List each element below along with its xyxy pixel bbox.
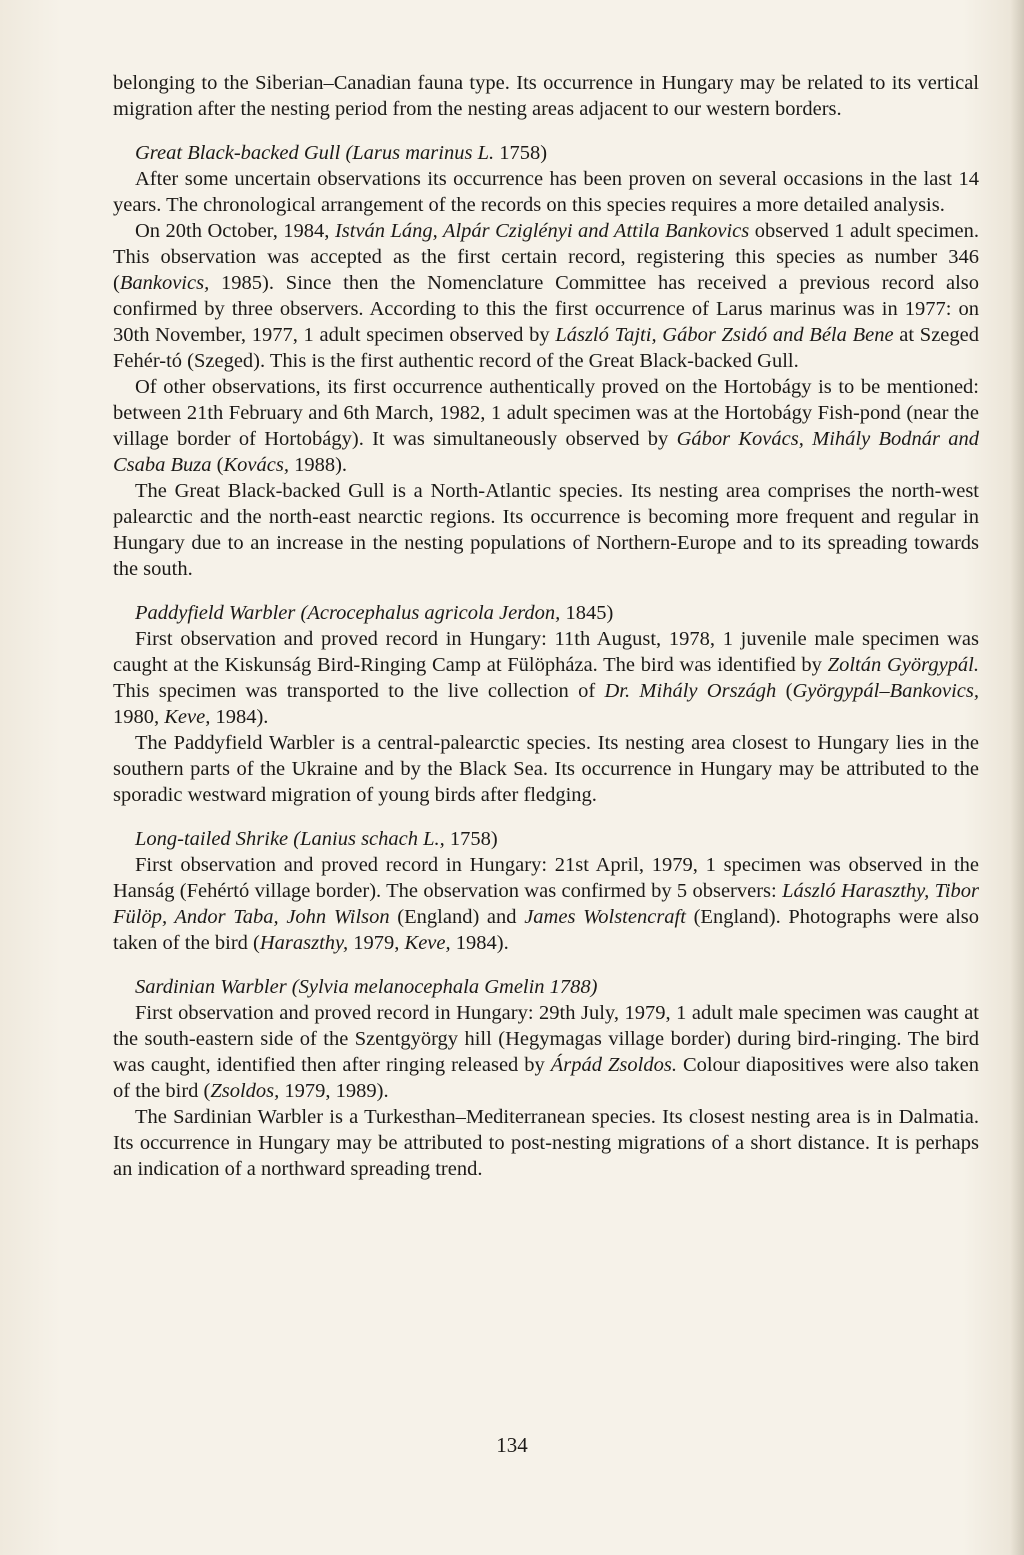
text-span: at Szeged Fehér-tó (Szeged). This is the first authentic record of the Great Black-backed Gull. <box>113 324 979 372</box>
gull-heading-year: 1758) <box>499 142 548 164</box>
citation: Györgypál–Bankovics, <box>792 680 979 702</box>
text-span: 1988). <box>294 454 348 476</box>
shrike-heading-year: 1758) <box>449 828 498 850</box>
text-span: ( <box>216 454 224 476</box>
citation: Zsoldos, <box>210 1080 280 1102</box>
text-span: 1984). <box>455 932 509 954</box>
text-span: 1984). <box>215 706 269 728</box>
sardinian-heading: Sardinian Warbler (Sylvia melanocephala Gmelin 1788) <box>135 976 598 998</box>
observer-names: Gábor Kovács, Mihály Bodnár and Csaba Buza <box>113 428 980 476</box>
text-span: First observation and proved record in Hungary: 29th July, 1979, 1 adult male specimen was caught at the south-eastern side of the Szentgyörgy hill (Hegymagas village border) during bird-ringing. The bird was caught, identified then after ringing released by <box>113 1002 979 1076</box>
text-span: observed 1 adult specimen. This observation was accepted as the first certain record, registering this species as number 346 ( <box>113 220 979 294</box>
observer-names: László Haraszthy, Tibor Fülöp, Andor Taba, John Wilson <box>113 880 980 928</box>
text-span: 1979, 1989). <box>284 1080 389 1102</box>
shrike-paragraph-1 <box>113 852 979 956</box>
text-span: First observation and proved record in Hungary: 21st April, 1979, 1 specimen was observed in the Hanság (Fehértó village border). The observation was confirmed by 5 observers: <box>113 854 979 902</box>
observer-names: James Wolstencraft <box>524 906 686 928</box>
page-edge-shadow <box>1010 0 1024 1555</box>
paddyfield-heading-common: Paddyfield Warbler <box>135 602 296 624</box>
gull-paragraph-1: After some uncertain observations its occurrence has been proven on several occasions in the last 14 years. The chronological arrangement of the records on this species requires a more detailed analysis. <box>113 168 979 216</box>
citation: Keve, <box>164 706 211 728</box>
observer-names: László Tajti, Gábor Zsidó and Béla Bene <box>555 324 894 346</box>
text-span: 1980, <box>113 706 160 728</box>
body-text <box>113 70 979 1182</box>
intro-paragraph: belonging to the Siberian–Canadian fauna type. Its occurrence in Hungary may be related to its vertical migration after the nesting period from the nesting areas adjacent to our western borders. <box>113 72 979 120</box>
text-span: On 20th October, 1984, <box>135 220 330 242</box>
citation: Keve, <box>404 932 451 954</box>
paddyfield-paragraph-1 <box>113 626 979 730</box>
observer-names: Árpád Zsoldos. <box>550 1054 677 1076</box>
text-span: Colour diapositives were also taken of the bird ( <box>113 1054 979 1102</box>
gull-paragraph-2 <box>113 218 979 374</box>
gull-heading-scientific: (Larus marinus L. <box>345 142 495 164</box>
citation: Bankovics, <box>119 272 210 294</box>
paddyfield-heading-scientific: (Acrocephalus agricola Jerdon, <box>300 602 561 624</box>
text-span: Of other observations, its first occurrence authentically proved on the Hortobágy is to be mentioned: between 21th February and 6th March, 1982, 1 adult specimen was at the Hortobágy Fish-pond (near the village border of Hortobágy). It was simultaneously observed by <box>113 376 979 450</box>
gull-paragraph-4: The Great Black-backed Gull is a North-Atlantic species. Its nesting area comprises the north-west palearctic and the north-east nearctic regions. Its occurrence is becoming more frequent and regular in Hungary due to an increase in the nesting populations of Northern-Europe and to its spreading towards the south. <box>113 480 979 580</box>
shrike-heading-common: Long-tailed Shrike <box>135 828 289 850</box>
shrike-heading <box>113 826 979 852</box>
text-span: This specimen was transported to the live collection of <box>113 680 596 702</box>
paddyfield-heading <box>113 600 979 626</box>
text-span: 1979, <box>353 932 400 954</box>
gull-heading <box>113 140 979 166</box>
text-span: 1985). Since then the Nomenclature Committee has received a previous record also confirmed by three observers. According to this the first occurrence of Larus marinus was in 1977: on 30th November, 1977, 1 adult specimen observed by <box>113 272 979 346</box>
text-span: First observation and proved record in Hungary: 11th August, 1978, 1 juvenile male specimen was caught at the Kiskunság Bird-Ringing Camp at Fülöpháza. The bird was identified by <box>113 628 979 676</box>
paddyfield-paragraph-2: The Paddyfield Warbler is a central-palearctic species. Its nesting area closest to Hungary lies in the southern parts of the Ukraine and by the Black Sea. Its occurrence in Hungary may be attributed to the sporadic westward migration of young birds after fledging. <box>113 732 979 806</box>
gull-heading-common: Great Black-backed Gull <box>135 142 341 164</box>
observer-names: István Láng, Alpár Cziglényi and Attila Bankovics <box>334 220 750 242</box>
sardinian-paragraph-2: The Sardinian Warbler is a Turkesthan–Mediterranean species. Its closest nesting area is in Dalmatia. Its occurrence in Hungary may be attributed to post-nesting migrations of a short distance. It is perhaps an indication of a northward spreading trend. <box>113 1106 979 1180</box>
sardinian-paragraph-1 <box>113 1000 979 1104</box>
text-span: (England). Photographs were also taken of the bird ( <box>113 906 980 954</box>
shrike-heading-scientific: (Lanius schach L., <box>293 828 445 850</box>
citation: Haraszthy, <box>259 932 349 954</box>
observer-names: Zoltán Györgypál. <box>827 654 979 676</box>
citation: Kovács, <box>223 454 289 476</box>
text-span: ( <box>785 680 793 702</box>
page-number: 134 <box>496 1433 528 1457</box>
gull-paragraph-3 <box>113 374 979 478</box>
paddyfield-heading-year: 1845) <box>565 602 614 624</box>
text-span: (England) and <box>397 906 517 928</box>
observer-names: Dr. Mihály Országh <box>604 680 777 702</box>
